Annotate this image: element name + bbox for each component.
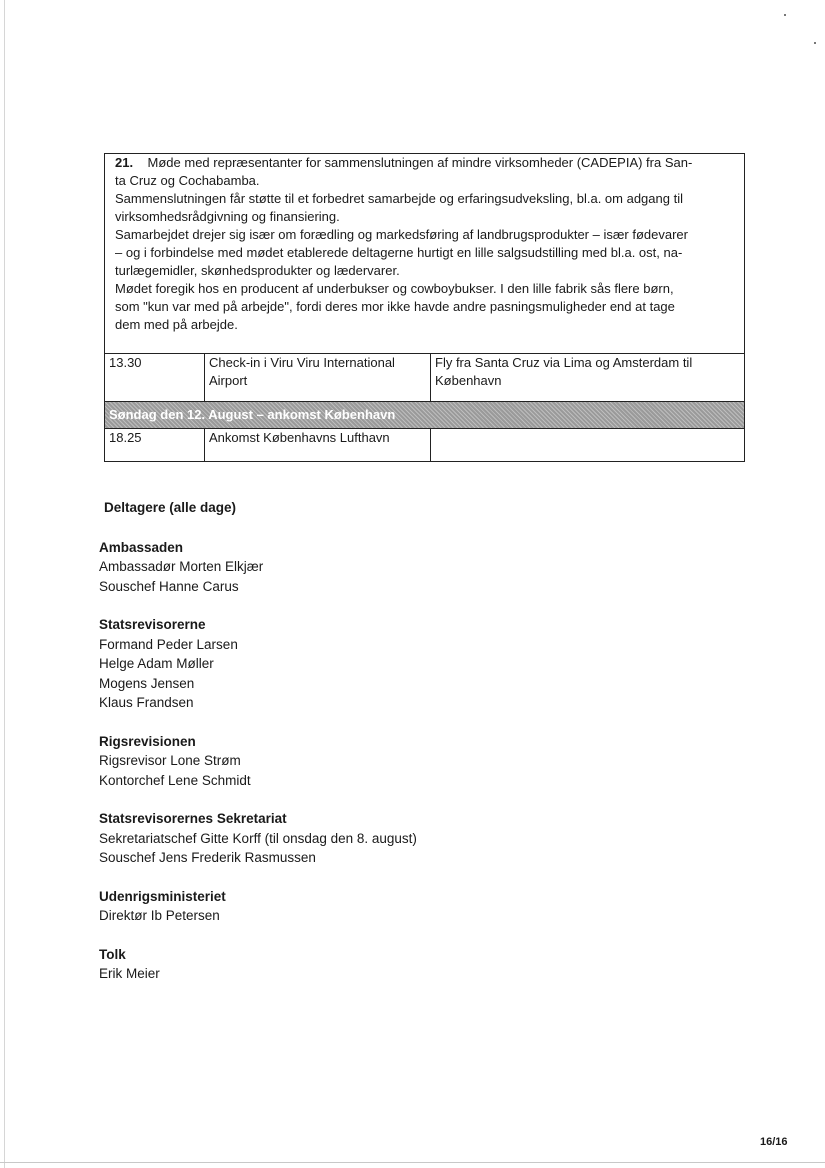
page-number: 16/16 [760,1136,788,1148]
activity-line: Airport [209,373,248,388]
item-number: 21. [115,155,134,170]
group-title: Statsrevisorerne [99,617,206,632]
item-line: ta Cruz og Cochabamba. [115,173,260,188]
list-item: Mogens Jensen [99,675,195,691]
item-line: virksomhedsrådgivning og finansiering. [115,209,340,224]
activity-cell: Ankomst Københavns Lufthavn [205,429,431,461]
item-heading: Møde med repræsentanter for sammenslutningen af mindre virksomheder (CADEPIA) fra San- [147,155,693,170]
item-line: som "kun var med på arbejde", fordi deres mor ikke havde andre pasningsmuligheder end at tage [115,299,675,314]
scan-speck [784,14,786,16]
item-line: dem med på arbejde. [115,317,238,332]
item-line: – og i forbindelse med mødet etablerede deltagerne hurtigt en lille salgsudstilling med bl.a. ost, na- [115,245,683,260]
list-item: Rigsrevisor Lone Strøm [99,753,241,768]
note-cell [431,429,744,461]
list-item: Souschef Hanne Carus [99,578,239,594]
group-title: Rigsrevisionen [99,733,196,749]
note-line: Fly fra Santa Cruz via Lima og Amsterdam til [435,355,693,370]
item-line: Samarbejdet drejer sig især om forædling og markedsføring af landbrugsprodukter – især fødevarer [115,227,688,242]
list-item: Klaus Frandsen [99,695,194,710]
meeting-item-21 [104,153,745,354]
list-item: Kontorchef Lene Schmidt [99,772,251,788]
list-item: Helge Adam Møller [99,656,214,671]
item-line [115,154,734,172]
participants-section [99,498,619,1003]
time-cell: 13.30 [105,354,205,401]
scan-bottom-edge [0,1162,825,1163]
scan-speck [814,42,816,44]
participant-group [99,538,619,597]
activity-cell [205,354,431,401]
scan-edge [4,0,5,1168]
participants-title: Deltagere (alle dage) [104,500,237,515]
list-item: Erik Meier [99,966,160,981]
note-line: København [435,373,502,388]
table-row [104,354,745,402]
item-line: Sammenslutningen får støtte til et forbedret samarbejde og erfaringsudveksling, bl.a. om adgang til [115,191,683,206]
participant-group [99,732,619,791]
activity-line: Check-in i Viru Viru International [209,355,395,370]
group-title: Tolk [99,946,126,962]
day-banner: Søndag den 12. August – ankomst København [104,402,745,428]
group-title: Udenrigsministeriet [99,888,226,904]
participant-group [99,809,619,868]
time-cell: 18.25 [105,429,205,461]
list-item: Souschef Jens Frederik Rasmussen [99,850,316,865]
list-item: Ambassadør Morten Elkjær [99,559,264,574]
table-row [104,428,745,462]
item-line: turlægemidler, skønhedsprodukter og lædervarer. [115,263,400,278]
participant-group [99,945,619,984]
list-item: Sekretariatschef Gitte Korff (til onsdag den 8. august) [99,830,417,846]
participant-group [99,615,619,713]
item-line: Mødet foregik hos en producent af underbukser og cowboybukser. I den lille fabrik sås flere børn, [115,281,674,296]
schedule-table [104,153,745,462]
list-item: Formand Peder Larsen [99,636,238,652]
note-cell [431,354,744,401]
list-item: Direktør Ib Petersen [99,908,220,923]
participant-group [99,887,619,926]
group-title: Ambassaden [99,539,184,555]
group-title: Statsrevisorernes Sekretariat [99,811,287,826]
